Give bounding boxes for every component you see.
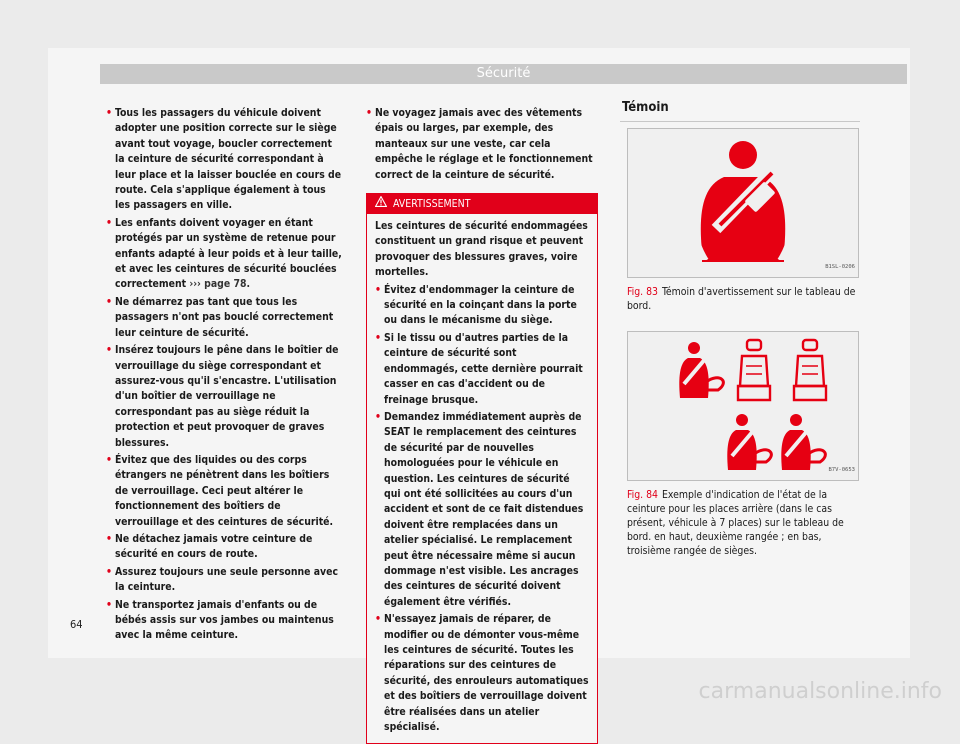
figure-number: Fig. 83 — [627, 286, 658, 299]
warning-header — [367, 194, 597, 214]
column-1 — [106, 106, 342, 646]
list-item: • N'essayez jamais de réparer, de modifier ou de démonter vous-même les ceintures de sécurité. Toutes les réparations sur des ceintures de sécurité, des enrouleurs automatiques et des boîtiers de verrouillage doivent être réalisées dans un atelier spécialisé. — [375, 612, 589, 735]
warning-lead: Les ceintures de sécurité endommagées constituent un grand risque et peuvent provoquer des blessures graves, voire mortelles. — [375, 220, 588, 279]
figure-code: B7V-0653 — [828, 467, 855, 473]
seatbelt-warning-icon — [679, 342, 723, 398]
seatbelt-warning-icon — [727, 414, 771, 470]
list-item: • Ne démarrez pas tant que tous les passagers n'ont pas bouclé correctement leur ceinture de sécurité. — [106, 295, 342, 341]
list-item: • Demandez immédiatement auprès de SEAT le remplacement des ceintures de sécurité par de nouvelles homologuées pour le véhicule en question. Les ceintures de sécurité qui ont été sollicitées au cours d'un accident et sont de ce fait distendues doivent être remplacées dans un atelier spécialisé. Le remplacement peut être nécessaire même si aucun dommage n'est visible. Les ancrages des ceintures de sécurité doivent également être vérifiés. — [375, 410, 589, 610]
page-number: 64 — [70, 618, 83, 631]
page-reference-link[interactable]: ››› page 78. — [189, 278, 251, 291]
figure-code: B1SL-0206 — [825, 264, 855, 270]
list-item: • Évitez d'endommager la ceinture de sécurité en la coinçant dans la porte ou dans le mécanisme du siège. — [375, 283, 589, 329]
column-2 — [366, 106, 598, 744]
list-item — [106, 216, 342, 293]
list-item: • Ne détachez jamais votre ceinture de sécurité en cours de route. — [106, 532, 342, 563]
divider — [620, 121, 860, 122]
watermark: carmanualsonline.info — [698, 679, 942, 704]
list-item: • Si le tissu ou d'autres parties de la ceinture de sécurité sont endommagés, cette dernière pourrait casser en cas d'accident ou de freinage brusque. — [375, 331, 589, 408]
warning-triangle-icon — [375, 194, 387, 214]
list-item: • Ne transportez jamais d'enfants ou de bébés assis sur vos jambes ou maintenus avec la même ceinture. — [106, 598, 342, 644]
seatbelt-warning-icon — [628, 129, 858, 277]
empty-seat-icon — [794, 340, 826, 400]
empty-seat-icon — [738, 340, 770, 400]
caption-text: Exemple d'indication de l'état de la ceinture pour les places arrière (dans le cas présent, véhicule à 7 places) sur le tableau de bord. en haut, deuxième rangée ; en bas, troisième rangée de sièges. — [627, 489, 844, 558]
figure-caption — [627, 285, 860, 313]
caption-text: Témoin d'avertissement sur le tableau de bord. — [627, 286, 856, 313]
figure-83 — [627, 128, 859, 278]
figure-number: Fig. 84 — [627, 489, 658, 502]
list-item: • Assurez toujours une seule personne avec la ceinture. — [106, 565, 342, 596]
subsection-title: Témoin — [622, 100, 669, 115]
figure-84 — [627, 331, 859, 481]
warning-heading: AVERTISSEMENT — [393, 198, 471, 211]
figure-caption — [627, 488, 860, 558]
warning-body — [367, 214, 597, 743]
list-item: • Évitez que des liquides ou des corps étrangers ne pénètrent dans les boîtiers de verrouillage. Ceci peut altérer le fonctionnement des boîtiers de verrouillage et des ceintures de sécurité. — [106, 453, 342, 530]
section-title: Sécurité — [100, 64, 907, 84]
warning-box — [366, 193, 598, 744]
column-3 — [620, 100, 860, 558]
seatbelt-warning-icon — [781, 414, 825, 470]
list-item-text: Les enfants doivent voyager en étant protégés par un système de retenue pour enfants adapté à leur poids et à leur taille, et avec les ceintures de sécurité bouclées correctement — [115, 216, 342, 291]
list-item: • Ne voyagez jamais avec des vêtements épais ou larges, par exemple, des manteaux sur une veste, car cela empêche le réglage et le fonctionnement correct de la ceinture de sécurité. — [366, 106, 598, 183]
seat-status-indicators — [628, 332, 858, 480]
list-item: • Insérez toujours le pêne dans le boîtier de verrouillage du siège correspondant et assurez-vous qu'il s'encastre. L'utilisation d'un boîtier de verrouillage ne correspondant pas au siège réduit la protection et peut provoquer de graves blessures. — [106, 343, 342, 451]
list-item: • Tous les passagers du véhicule doivent adopter une position correcte sur le siège avant tout voyage, boucler correctement la ceinture de sécurité correspondant à leur place et la laisser bouclée en cours de route. Cela s'applique également à tous les passagers en ville. — [106, 106, 342, 214]
